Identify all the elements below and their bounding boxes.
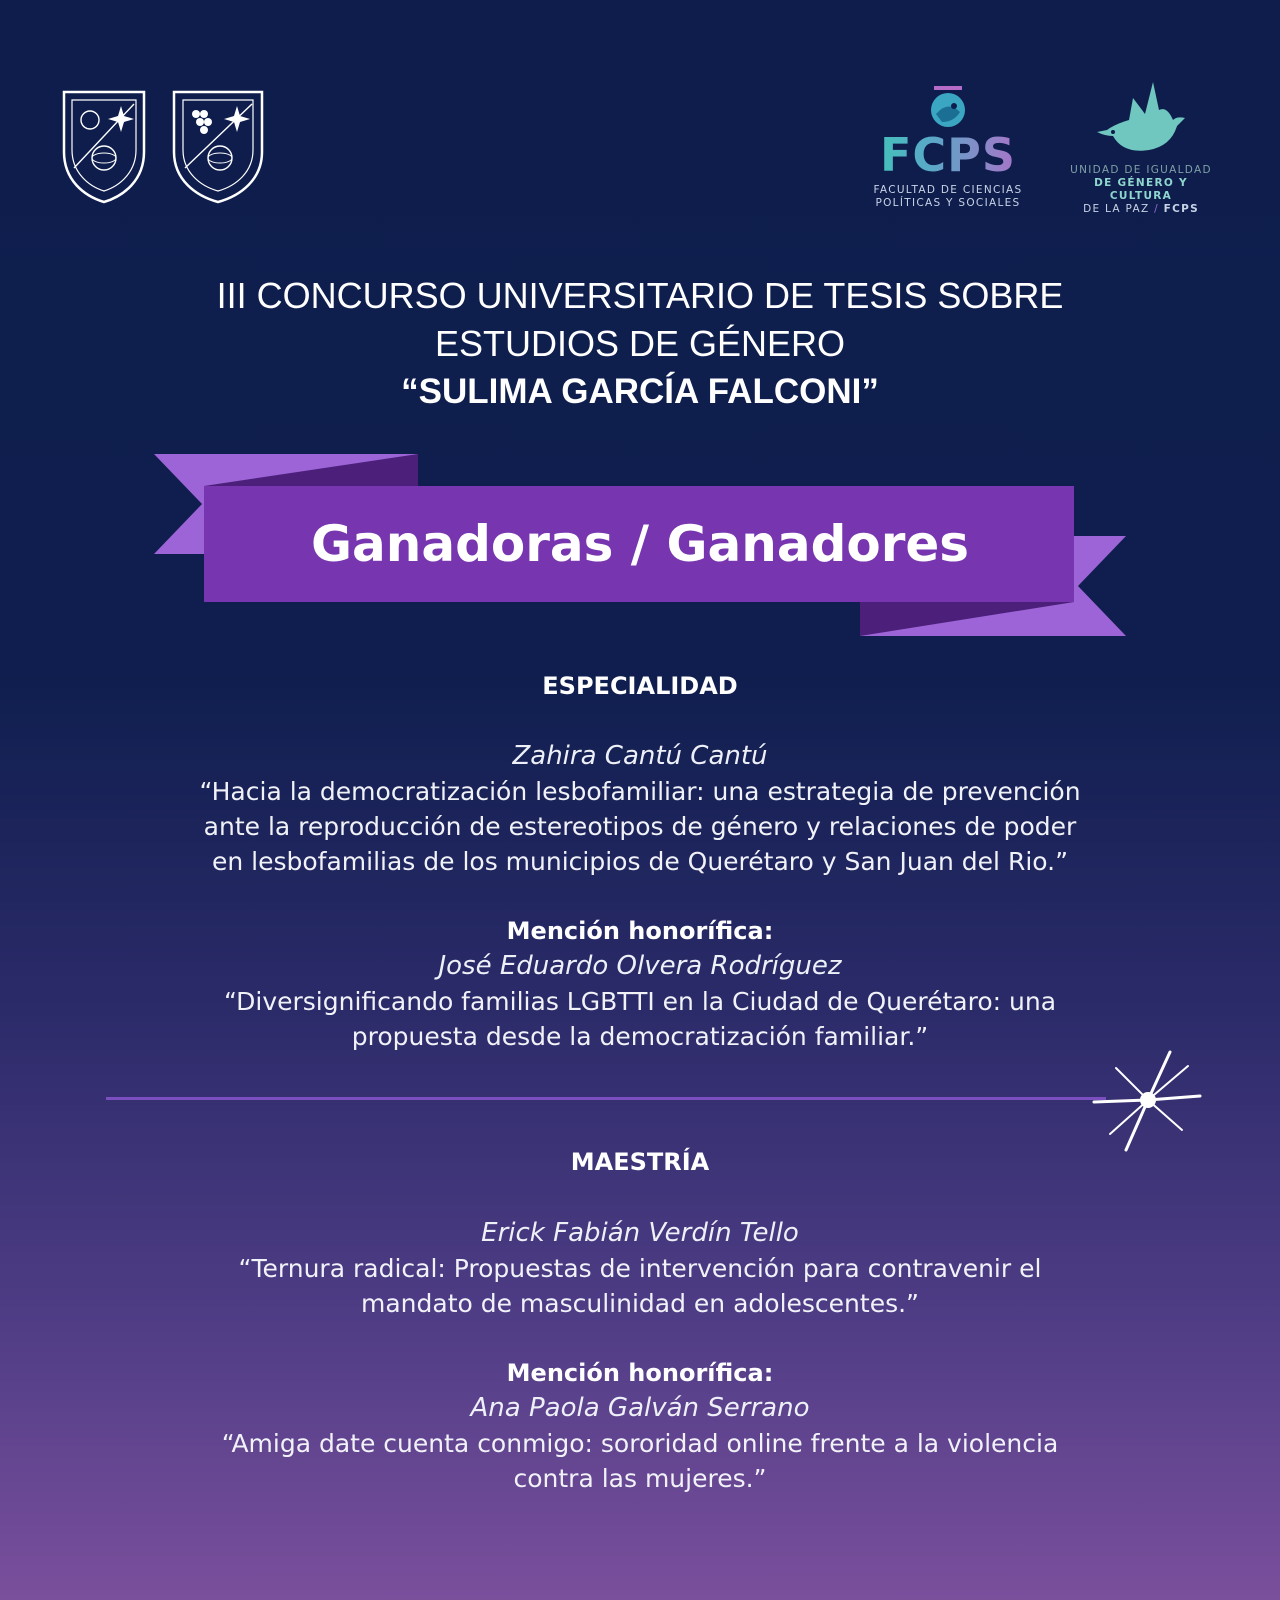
- thesis-title-line: contra las mujeres.”: [513, 1464, 767, 1493]
- thesis-title-line: ante la reproducción de estereotipos de género y relaciones de poder: [203, 812, 1077, 841]
- title-line-3: “SULIMA GARCÍA FALCONI”: [401, 372, 879, 411]
- especialidad-mention-title: [0, 984, 1280, 1054]
- unidad-line-3-sep: /: [1154, 203, 1159, 215]
- fcps-emblem-icon: [928, 86, 968, 130]
- thesis-title-line: propuesta desde la democratización familiar.”: [351, 1022, 929, 1051]
- sparkle-star-icon: [1090, 1046, 1206, 1154]
- thesis-title-line: “Ternura radical: Propuestas de intervención para contravenir el: [238, 1254, 1042, 1283]
- ribbon-label: Ganadoras / Ganadores: [310, 515, 970, 573]
- especialidad-winner-name: Zahira Cantú Cantú: [512, 741, 768, 771]
- fcps-uaq-shield-logo: [170, 88, 266, 210]
- fcps-subtitle-2: POLÍTICAS Y SOCIALES: [875, 197, 1021, 209]
- unidad-line-1: UNIDAD DE IGUALDAD: [1070, 164, 1212, 176]
- especialidad-winner-title: [0, 774, 1280, 879]
- thesis-title-line: “Amiga date cuenta conmigo: sororidad online frente a la violencia: [221, 1429, 1059, 1458]
- section-divider: [106, 1097, 1106, 1100]
- uaq-shield-graphic: [60, 88, 148, 206]
- fcps-subtitle-1: FACULTAD DE CIENCIAS: [873, 184, 1023, 196]
- thesis-title-line: mandato de masculinidad en adolescentes.”: [360, 1289, 919, 1318]
- especialidad-mention-label: Mención honorífica:: [506, 917, 774, 945]
- thesis-title-line: “Hacia la democratización lesbofamiliar: una estrategia de prevención: [199, 777, 1081, 806]
- dove-icon: [1093, 80, 1189, 160]
- especialidad-mention-name: José Eduardo Olvera Rodríguez: [438, 951, 842, 981]
- unidad-igualdad-logo: [1066, 80, 1216, 216]
- title-line-2: ESTUDIOS DE GÉNERO: [434, 323, 846, 364]
- thesis-title-line: en lesbofamilias de los municipios de Querétaro y San Juan del Rio.”: [211, 847, 1069, 876]
- unidad-line-3: [1066, 203, 1216, 216]
- uaq-shield-logo: [60, 88, 148, 210]
- contest-title: [0, 272, 1280, 416]
- maestria-mention-label: Mención honorífica:: [506, 1359, 774, 1387]
- thesis-title-line: “Diversignificando familias LGBTTI en la Ciudad de Querétaro: una: [223, 987, 1057, 1016]
- maestria-mention-name: Ana Paola Galván Serrano: [470, 1393, 810, 1423]
- maestria-heading: MAESTRÍA: [570, 1148, 710, 1176]
- fcps-logo: [866, 86, 1030, 210]
- fcps-shield-graphic: [170, 88, 266, 206]
- unidad-line-3-a: DE LA PAZ: [1083, 203, 1150, 215]
- especialidad-heading: ESPECIALIDAD: [542, 672, 738, 700]
- title-line-1: III CONCURSO UNIVERSITARIO DE TESIS SOBRE: [216, 275, 1064, 316]
- maestria-winner-title: [0, 1251, 1280, 1321]
- maestria-winner-name: Erick Fabián Verdín Tello: [481, 1218, 799, 1248]
- maestria-mention-title: [0, 1426, 1280, 1496]
- unidad-line-3-b: FCPS: [1163, 203, 1199, 215]
- unidad-line-2: DE GÉNERO Y CULTURA: [1094, 177, 1188, 202]
- fcps-wordmark: FCPS: [866, 132, 1030, 178]
